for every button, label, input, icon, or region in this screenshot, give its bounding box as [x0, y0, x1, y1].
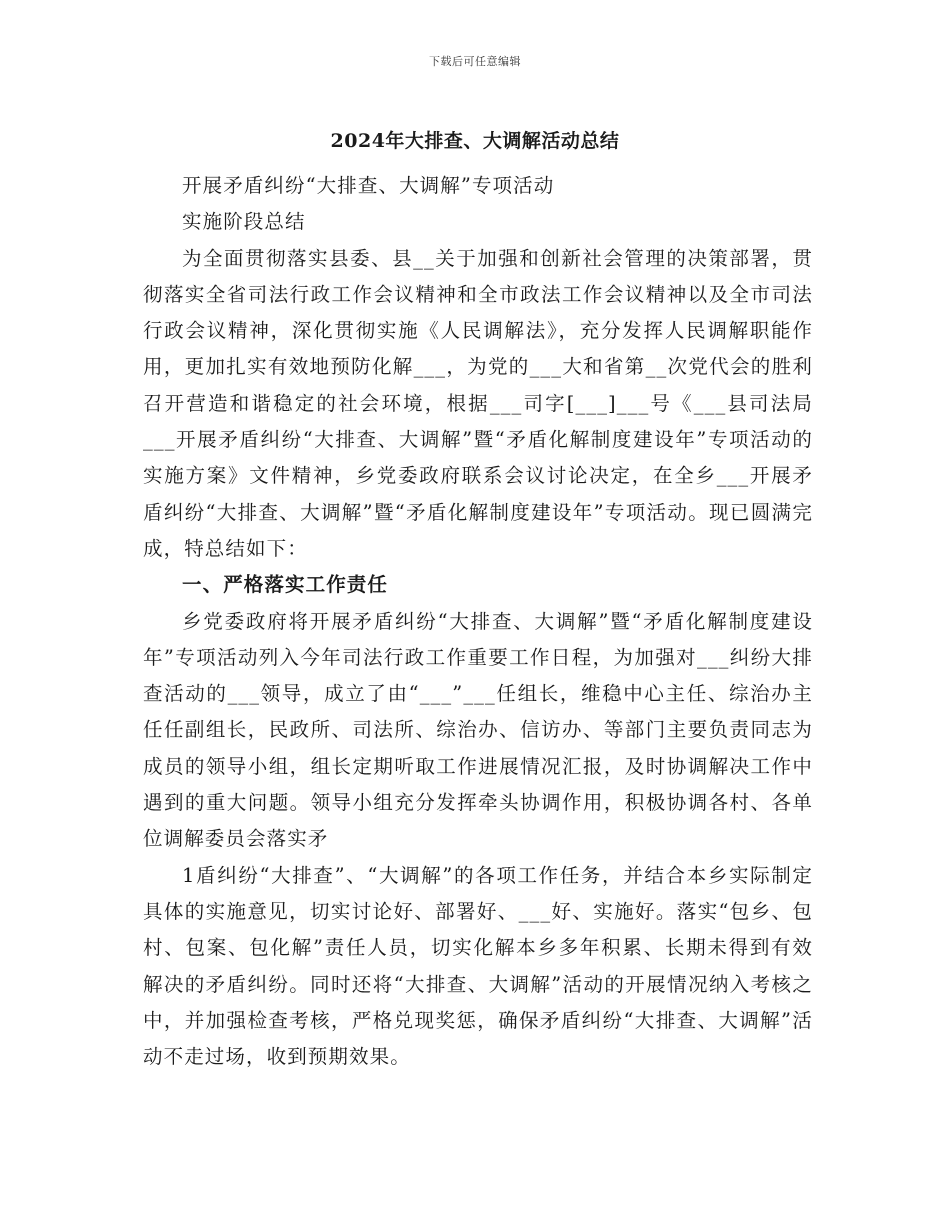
- section-heading: 一、严格落实工作责任: [182, 573, 389, 597]
- paragraph-intro: 为全面贯彻落实县委、县__关于加强和创新社会管理的决策部署，贯彻落实全省司法行政工作会议精神和全市政法工作会议精神以及全市司法行政会议精神，深化贯彻实施《人民调解法》，充分发挥人民调解职能作用，更加扎实有效地预防化解___，为党的___大和省第__次党代会的胜利召开营造和谐稳定的社会环境，根据___司字[___]___号《___县司法局___开展矛盾纠纷“大排查、大调解”暨“矛盾化解制度建设年”专项活动的实施方案》文件精神，乡党委政府联系会议讨论决定，在全乡___开展矛盾纠纷“大排查、大调解”暨“矛盾化解制度建设年”专项活动。现已圆满完成，特总结如下：: [143, 246, 813, 560]
- subtitle-line-1: 开展矛盾纠纷“大排查、大调解”专项活动: [182, 174, 555, 197]
- paragraph-responsibility: 乡党委政府将开展矛盾纠纷“大排查、大调解”暨“矛盾化解制度建设年”专项活动列入今年司法行政工作重要工作日程，为加强对___纠纷大排查活动的___领导，成立了由“___”___任组长，维稳中心主任、综治办主任任副组长，民政所、司法所、综治办、信访办、等部门主要负责同志为成员的领导小组，组长定期听取工作进展情况汇报，及时协调解决工作中遇到的重大问题。领导小组充分发挥牵头协调作用，积极协调各村、各单位调解委员会落实矛: [143, 609, 813, 851]
- document-body: [143, 168, 813, 1075]
- subtitle-line-2: 实施阶段总结: [182, 210, 306, 234]
- header-note: 下载后可任意编辑: [429, 55, 521, 68]
- document-title: 2024年大排查、大调解活动总结: [330, 130, 620, 152]
- paragraph-continued: 1盾纠纷“大排查”、“大调解”的各项工作任务，并结合本乡实际制定具体的实施意见，切实讨论好、部署好、___好、实施好。落实“包乡、包村、包案、包化解”责任人员，切实化解本乡多年积累、长期未得到有效解决的矛盾纠纷。同时还将“大排查、大调解”活动的开展情况纳入考核之中，并加强检查考核，严格兑现奖惩，确保矛盾纠纷“大排查、大调解”活动不走过场，收到预期效果。: [143, 863, 813, 1069]
